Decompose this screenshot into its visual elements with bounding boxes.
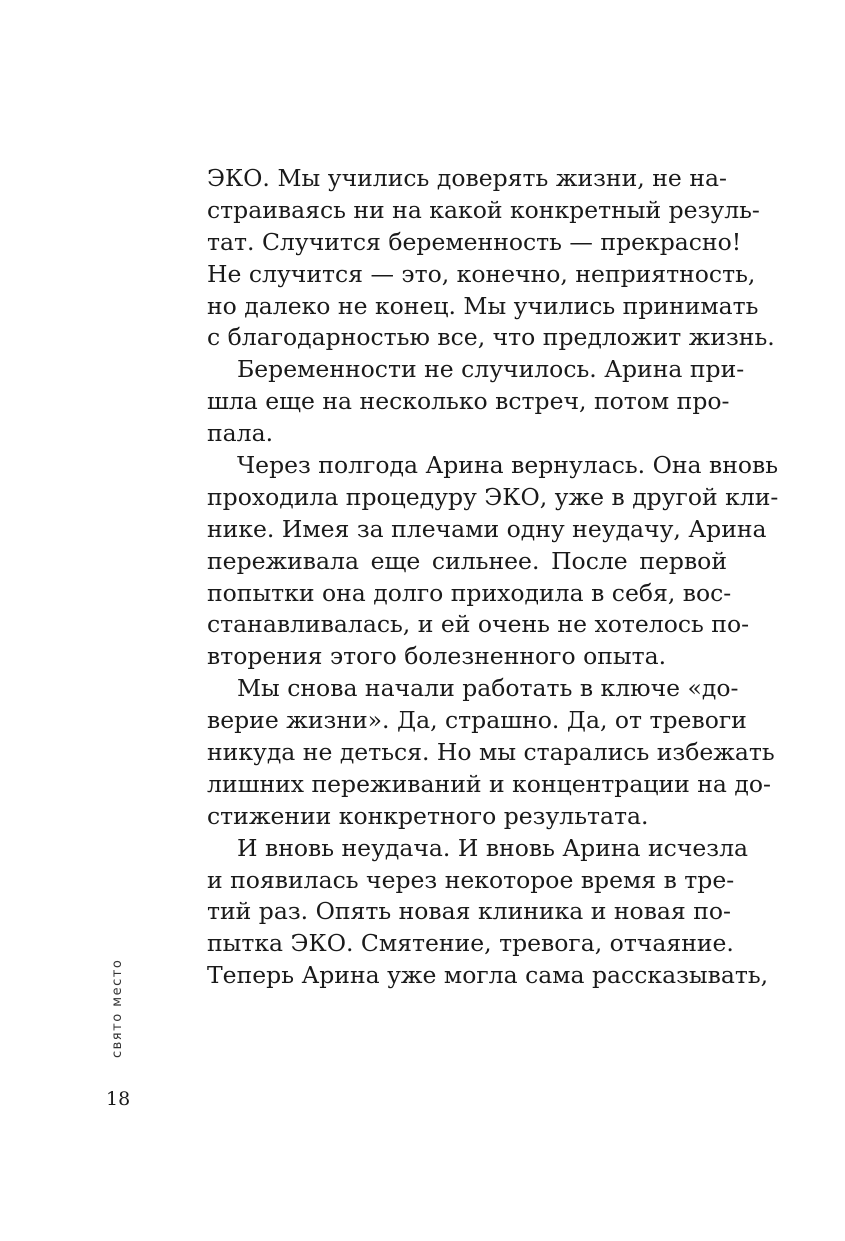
running-head: свято место [110, 958, 125, 1058]
text-line: тат. Случится беременность — прекрасно! [207, 227, 742, 256]
text-line: с благодарностью все, что предложит жизнь. [207, 323, 775, 352]
body-text [207, 163, 779, 992]
text-line: стижении конкретного результата. [207, 801, 649, 830]
text-line: переживала еще сильнее. После первой [207, 546, 727, 575]
text-line: ЭКО. Мы учились доверять жизни, не на- [207, 164, 727, 192]
text-line: шла еще на несколько встреч, потом про- [207, 387, 730, 416]
text-line: вторения этого болезненного опыта. [207, 642, 667, 671]
text-line: и появилась через некоторое время в тре- [207, 865, 735, 894]
text-line: станавливалась, и ей очень не хотелось по- [207, 610, 750, 639]
text-line: лишних переживаний и концентрации на до- [207, 769, 771, 798]
text-line: страиваясь ни на какой конкретный резуль- [207, 195, 760, 224]
text-line: Через полгода Арина вернулась. Она вновь [237, 451, 779, 480]
text-line: верие жизни». Да, страшно. Да, от тревоги [207, 706, 747, 735]
text-line: но далеко не конец. Мы учились принимать [207, 291, 759, 320]
text-line: пытка ЭКО. Смятение, тревога, отчаяние. [207, 929, 734, 958]
text-line: попытки она долго приходила в себя, вос- [207, 578, 732, 607]
text-line: проходила процедуру ЭКО, уже в другой кли- [207, 482, 779, 511]
text-line: нике. Имея за плечами одну неудачу, Арина [207, 514, 767, 543]
text-line: тий раз. Опять новая клиника и новая по- [207, 897, 731, 926]
page-number: 18 [106, 1088, 131, 1110]
text-line: И вновь неудача. И вновь Арина исчезла [237, 833, 749, 862]
text-line: пала. [207, 419, 274, 448]
text-line: Не случится — это, конечно, неприятность, [207, 259, 756, 288]
text-line: Беременности не случилось. Арина при- [237, 355, 745, 384]
text-line: Теперь Арина уже могла сама рассказывать, [207, 961, 769, 990]
text-line: никуда не деться. Но мы старались избежать [207, 738, 775, 767]
text-line: Мы снова начали работать в ключе «до- [237, 674, 739, 703]
